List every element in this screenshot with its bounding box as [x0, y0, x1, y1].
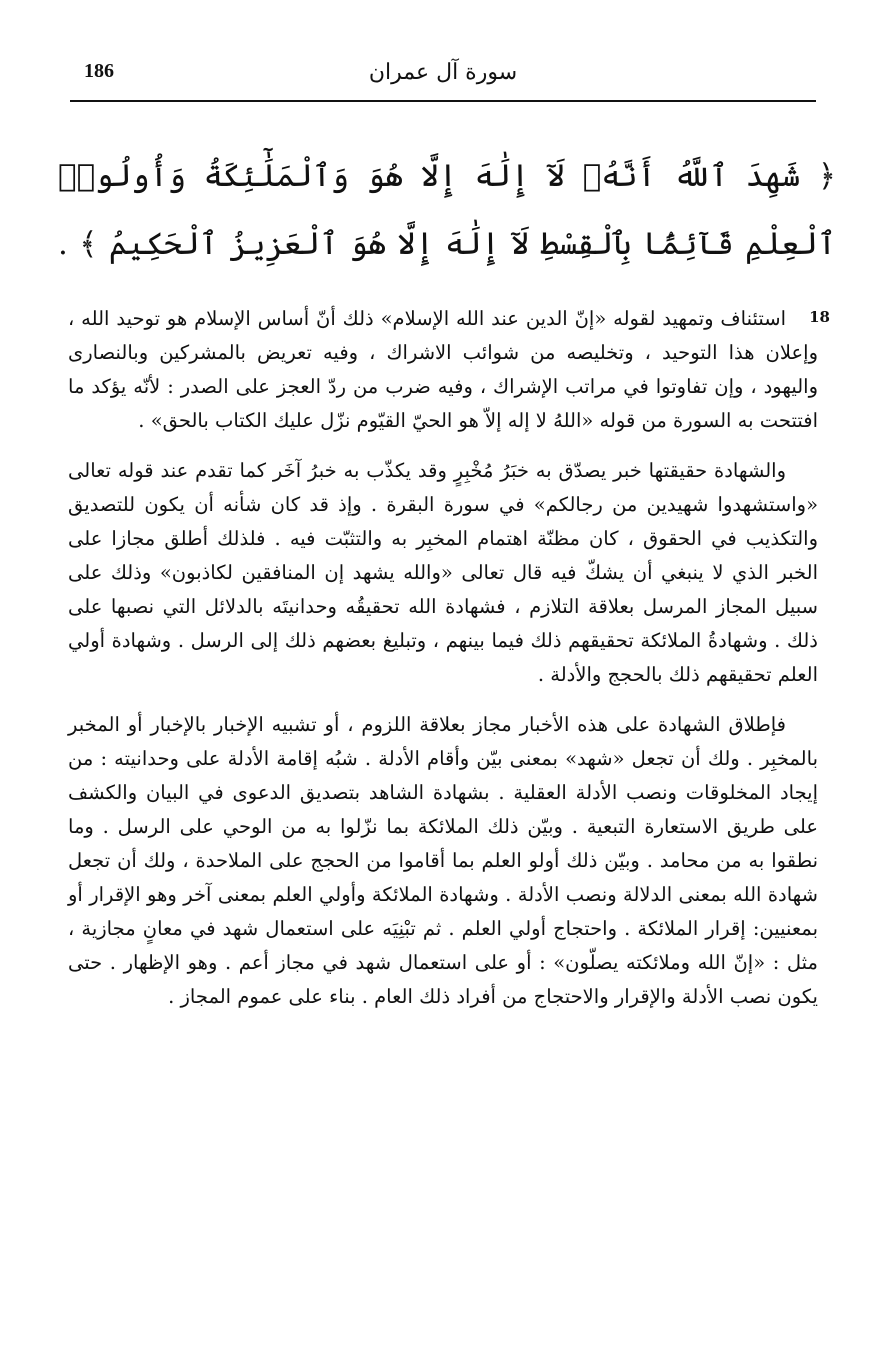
paragraph: فإطلاق الشهادة على هذه الأخبار مجاز بعلاقة اللزوم ، أو تشبيه الإخبار بالإخبار أو المخبر بالمخبِر . ولك أن تجعل «شهد» بمعنى بيّن وأقام الأدلة . شبُه إقامة الأدلة على وحدانيته : من إيجاد المخلوقات ونصب الأدلة العقلية . بشهادة الشاهد بتصديق الدعوى في البيان والكشف على طريق الاستعارة التبعية . وبيّن ذلك الملائكة بما نزّلوا به من الوحي على الرسل . وما نطقوا به من محامد . وبيّن ذلك أولو العلم بما أقاموا من الحجج على الملاحدة ، ولك أن تجعل شهادة الله بمعنى الدلالة ونصب الأدلة . وشهادة الملائكة وأولي العلم بمعنى آخر وهو الإقرار أو بمعنيين: إقرار الملائكة . واحتجاج أولي العلم . ثم تبْنِيَه على استعمال شهد في معانٍ مجازية ، مثل : «إنّ الله وملائكته يصلّون» : أو على استعمال شهد في مجاز أعم . وهو الإظهار . حتى يكون نصب الأدلة والإقرار والاحتجاج من أفراد ذلك العام . بناء على عموم المجاز . — [68, 713, 818, 1008]
page-number: 186 — [84, 60, 114, 82]
commentary-text — [68, 302, 818, 1030]
verse-number: 18 — [809, 308, 830, 326]
paragraph: استئناف وتمهيد لقوله «إنّ الدين عند الله الإسلام» ذلك أنّ أساس الإسلام هو توحيد الله ، وإعلان هذا التوحيد ، وتخليصه من شوائب الاشراك ، وفيه تعريض بالمشركين وبالنصارى واليهود ، وإن تفاوتوا في مراتب الإشراك ، وفيه ضرب من ردّ العجز على الصدر : لأنّه يؤكد ما افتتحت به السورة من قوله «اللهُ لا إله إلاّ هو الحيّ القيّوم نزّل عليك الكتاب بالحق» . — [68, 307, 818, 432]
surah-title: سورة آل عمران — [368, 60, 518, 85]
paragraph: والشهادة حقيقتها خبر يصدّق به خبَرُ مُخْبِرٍ وقد يكذّب به خبرُ آخَر كما تقدم عند قوله تعالى «واستشهدوا شهيدين من رجالكم» في سورة البقرة . وإذ قد كان شأنه أن يكون للتصديق والتكذيب في الحقوق ، كان مظنّة اهتمام المخبِر به والتثبّت فيه . فلذلك أطلق مجازا على الخبر الذي لا ينبغي أن يشكّ فيه قال تعالى «والله يشهد إن المنافقين لكاذبون» وذلك على سبيل المجاز المرسل بعلاقة التلازم ، فشهادة الله تحقيقُه وحدانيتَه بالدلائل التي نصبها على ذلك . وشهادةُ الملائكة تحقيقهم ذلك فيما بينهم ، وتبليغ بعضهم ذلك إلى الرسل . وشهادة أولي العلم تحقيقهم ذلك بالحجج والأدلة . — [68, 459, 818, 686]
verse-text: ﴿ شَهِدَ ٱللَّهُ أَنَّهُۥ لَآ إِلَٰهَ إِلَّا هُوَ وَٱلْمَلَٰٓئِكَةُ وَأُولُوا۟ ٱلْعِلْمِ قَآئِمًۢا بِٱلْقِسْطِ لَآ إِلَٰهَ إِلَّا هُوَ ٱلْعَزِيزُ ٱلْحَكِيمُ ﴾ . — [58, 158, 836, 262]
page-header — [70, 54, 816, 102]
